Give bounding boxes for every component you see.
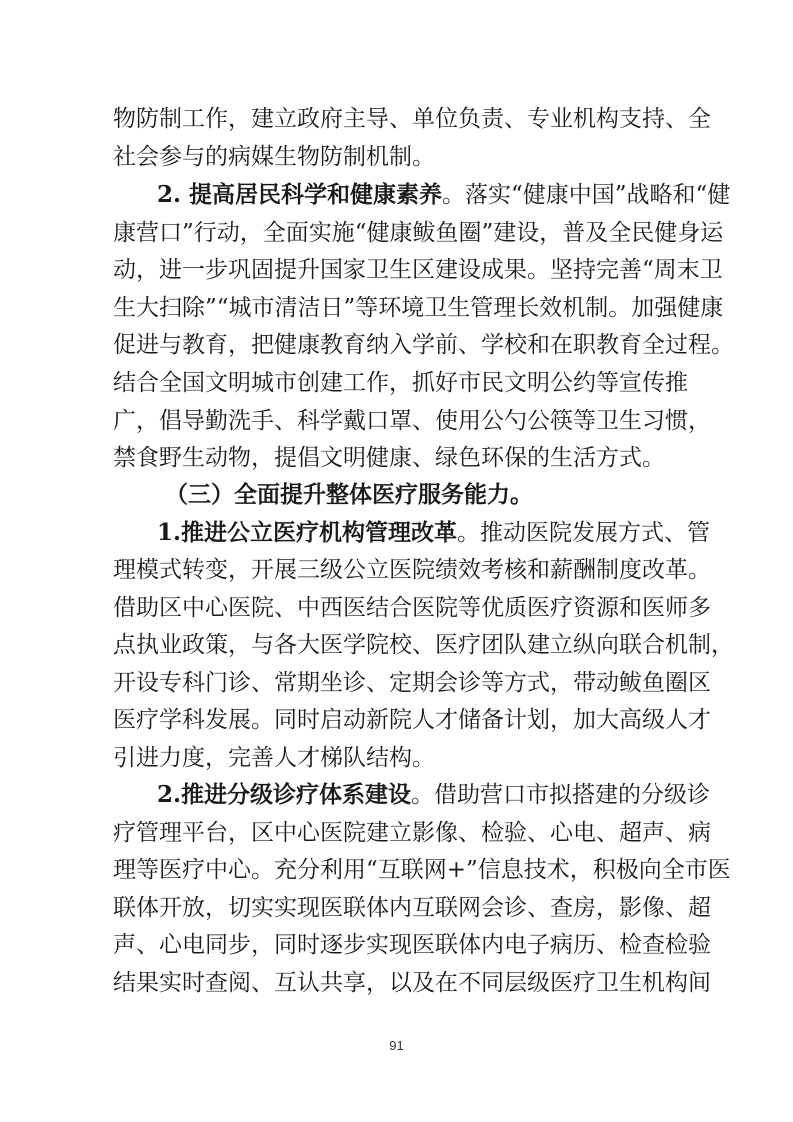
paragraph-line: 结果实时查阅、互认共享，以及在不同层级医疗卫生机构间 bbox=[113, 970, 711, 996]
paragraph-line: 借助区中心医院、中西医结合医院等优质医疗资源和医师多 bbox=[113, 595, 711, 621]
paragraph-line: 动，进一步巩固提升国家卫生区建设成果。坚持完善“周末卫 bbox=[113, 257, 723, 283]
paragraph-line: 广，倡导勤洗手、科学戴口罩、使用公勺公筷等卫生习惯， bbox=[113, 408, 711, 434]
paragraph-line: 禁食野生动物，提倡文明健康、绿色环保的生活方式。 bbox=[113, 445, 665, 471]
paragraph-line: 结合全国文明城市创建工作，抓好市民文明公约等宣传推 bbox=[113, 370, 688, 396]
page-number: 91 bbox=[389, 1038, 404, 1053]
paragraph-line: 点执业政策，与各大医学院校、医疗团队建立纵向联合机制， bbox=[113, 632, 734, 658]
paragraph-first-line: 2. 提高居民科学和健康素养。落实“健康中国”战略和“健 bbox=[157, 181, 731, 208]
paragraph-first-line: 1.推进公立医疗机构管理改革。推动医院发展方式、管 bbox=[157, 519, 711, 546]
paragraph-line: 理等医疗中心。充分利用“互联网+”信息技术，积极向全市医 bbox=[113, 857, 731, 883]
paragraph-title: 2.推进分级诊疗体系建设 bbox=[157, 781, 412, 808]
paragraph-line: 理模式转变，开展三级公立医院绩效考核和薪酬制度改革。 bbox=[113, 557, 711, 583]
paragraph-line: 医疗学科发展。同时启动新院人才储备计划，加大高级人才 bbox=[113, 707, 711, 733]
paragraph-title: 1.推进公立医疗机构管理改革 bbox=[157, 519, 458, 546]
paragraph-line: 疗管理平台，区中心医院建立影像、检验、心电、超声、病 bbox=[113, 820, 711, 846]
paragraph-title: 2. 提高居民科学和健康素养 bbox=[157, 181, 443, 208]
paragraph-line: 促进与教育，把健康教育纳入学前、学校和在职教育全过程。 bbox=[113, 332, 734, 358]
paragraph-line: 物防制工作，建立政府主导、单位负责、专业机构支持、全 bbox=[113, 106, 711, 132]
paragraph-line: 联体开放，切实实现医联体内互联网会诊、查房，影像、超 bbox=[113, 895, 711, 921]
paragraph-line: 开设专科门诊、常期坐诊、定期会诊等方式，带动鲅鱼圈区 bbox=[113, 670, 711, 696]
paragraph-line: 声、心电同步，同时逐步实现医联体内电子病历、检查检验 bbox=[113, 932, 711, 958]
section-heading: （三）全面提升整体医疗服务能力。 bbox=[165, 481, 533, 508]
paragraph-line: 引进力度，完善人才梯队结构。 bbox=[113, 745, 435, 771]
paragraph-line: 社会参与的病媒生物防制机制。 bbox=[113, 144, 435, 170]
paragraph-line: 生大扫除”“城市清洁日”等环境卫生管理长效机制。加强健康 bbox=[113, 295, 724, 321]
paragraph-line: 康营口”行动，全面实施“健康鲅鱼圈”建设，普及全民健身运 bbox=[113, 220, 724, 246]
paragraph-first-line: 2.推进分级诊疗体系建设。借助营口市拟搭建的分级诊 bbox=[157, 781, 711, 808]
